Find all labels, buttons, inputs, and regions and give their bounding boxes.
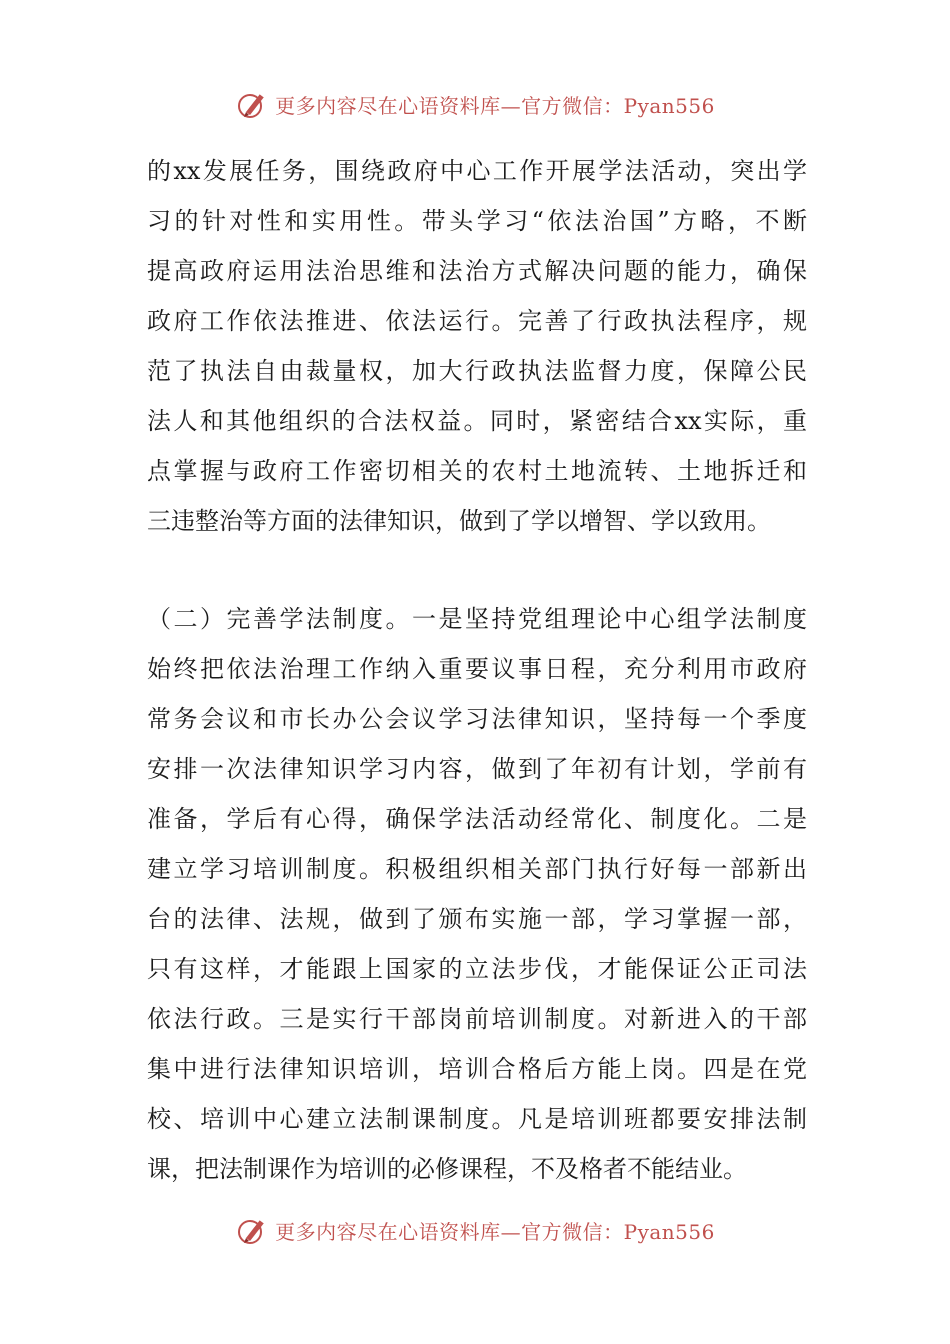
- pen-nib-icon: [235, 1213, 269, 1247]
- text-line: 习的针对性和实用性。带头学习“依法治国”方略，不断: [147, 207, 807, 235]
- text-line: 提高政府运用法治思维和法治方式解决问题的能力，确保: [147, 257, 807, 285]
- pen-nib-icon: [235, 87, 269, 121]
- watermark-text: 更多内容尽在心语资料库—官方微信：Pyan556: [275, 1219, 715, 1244]
- watermark-text: 更多内容尽在心语资料库—官方微信：Pyan556: [275, 93, 715, 118]
- paragraph-gap: [147, 546, 807, 594]
- text-line: 建立学习培训制度。积极组织相关部门执行好每一部新出: [147, 855, 807, 883]
- document-body: [147, 146, 807, 1194]
- text-line: 始终把依法治理工作纳入重要议事日程，充分利用市政府: [147, 655, 807, 683]
- watermark-footer: [0, 1210, 950, 1250]
- text-line: 范了执法自由裁量权，加大行政执法监督力度，保障公民: [147, 357, 807, 385]
- text-line: 准备，学后有心得，确保学法活动经常化、制度化。二是: [147, 805, 807, 833]
- text-line: 台的法律、法规，做到了颁布实施一部，学习掌握一部，: [147, 905, 807, 933]
- text-line: 点掌握与政府工作密切相关的农村土地流转、土地拆迁和: [147, 457, 807, 485]
- text-line: 政府工作依法推进、依法运行。完善了行政执法程序，规: [147, 307, 807, 335]
- text-line: 安排一次法律知识学习内容，做到了年初有计划，学前有: [147, 755, 807, 783]
- text-line: 依法行政。三是实行干部岗前培训制度。对新进入的干部: [147, 1005, 807, 1033]
- text-line: 只有这样，才能跟上国家的立法步伐，才能保证公正司法: [147, 955, 807, 983]
- text-line: 集中进行法律知识培训，培训合格后方能上岗。四是在党: [147, 1055, 807, 1083]
- text-line: 三违整治等方面的法律知识，做到了学以增智、学以致用。: [147, 507, 771, 535]
- text-line: 常务会议和市长办公会议学习法律知识，坚持每一个季度: [147, 705, 807, 733]
- paragraph-1: [147, 146, 807, 546]
- paragraph-2: [147, 594, 807, 1194]
- text-line: （二）完善学法制度。一是坚持党组理论中心组学法制度: [147, 605, 807, 633]
- text-line: 课，把法制课作为培训的必修课程，不及格者不能结业。: [147, 1155, 747, 1183]
- watermark-header: [0, 84, 950, 124]
- text-line: 的xx发展任务，围绕政府中心工作开展学法活动，突出学: [147, 157, 807, 185]
- text-line: 法人和其他组织的合法权益。同时，紧密结合xx实际，重: [147, 407, 807, 435]
- text-line: 校、培训中心建立法制课制度。凡是培训班都要安排法制: [147, 1105, 807, 1133]
